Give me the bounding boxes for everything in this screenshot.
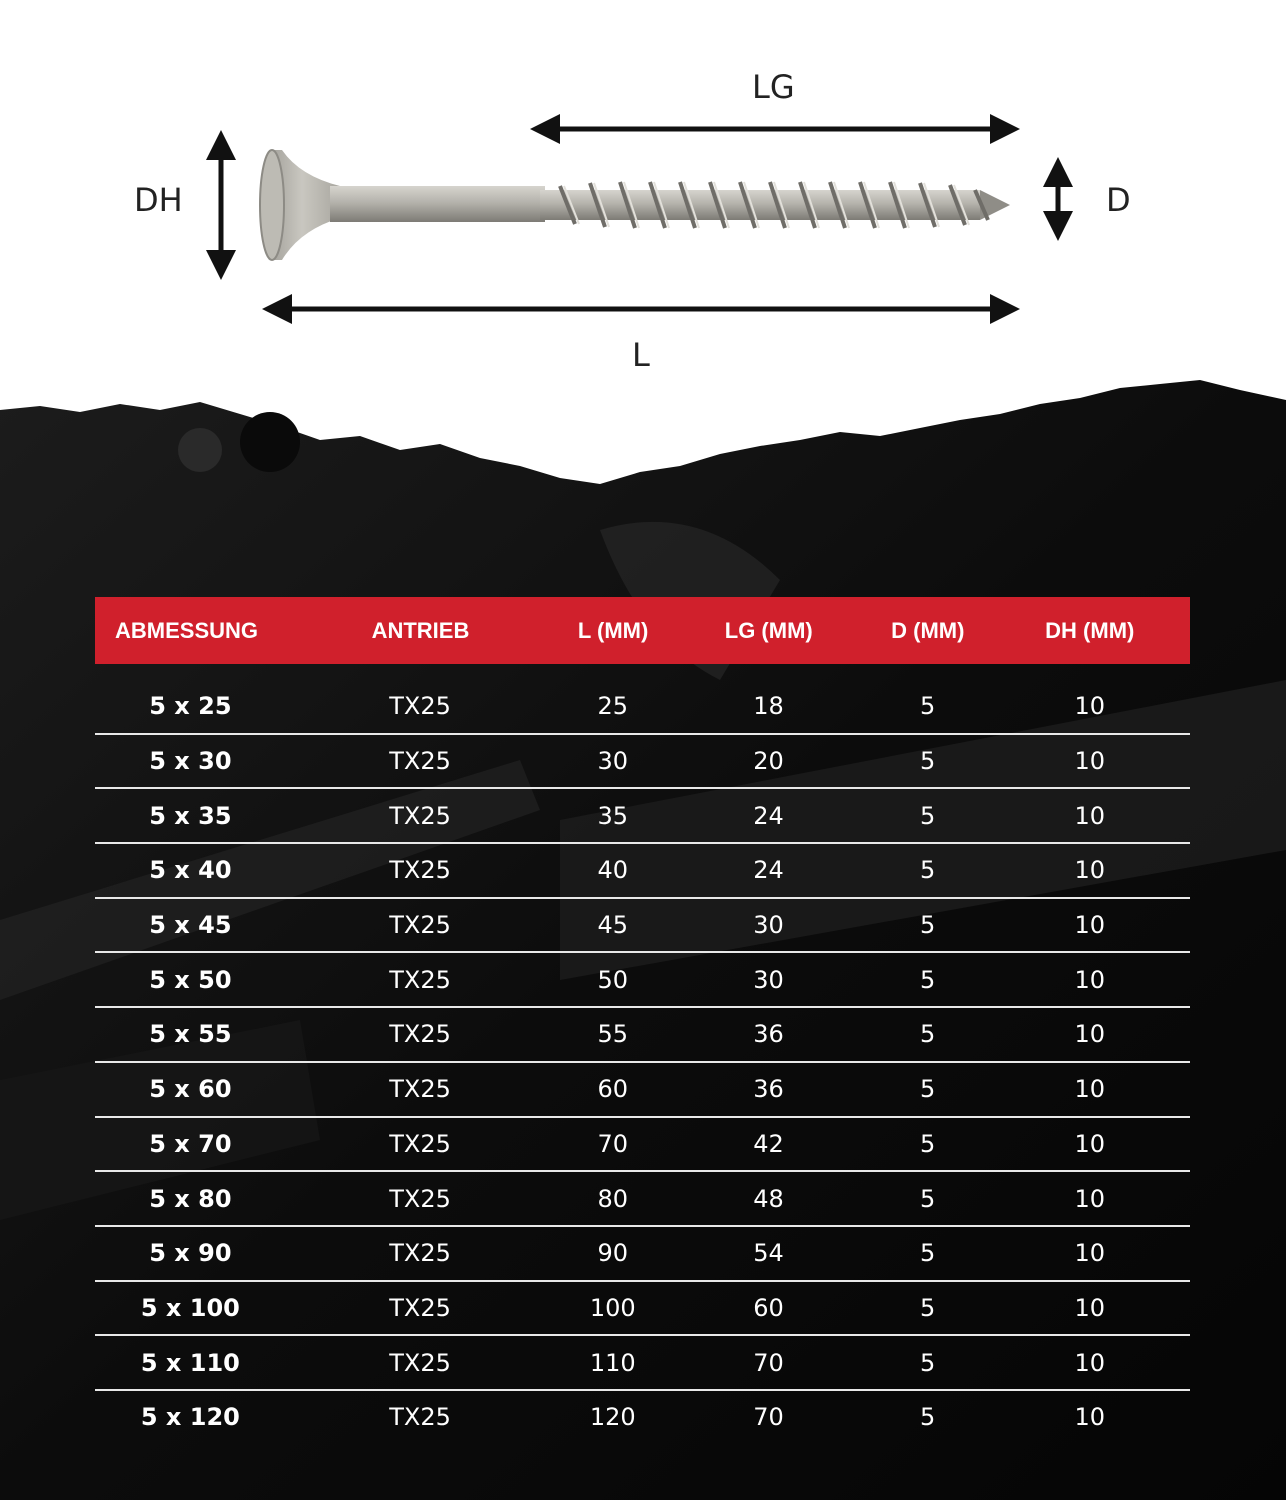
cell-dh: 10 xyxy=(1074,1184,1105,1213)
cell-abmessung: 5 x 40 xyxy=(149,856,232,885)
d-label: D xyxy=(1106,181,1131,219)
cell-l: 25 xyxy=(597,692,629,721)
table-row xyxy=(95,735,1190,790)
cell-lg: 70 xyxy=(753,1348,784,1377)
cell-l: 80 xyxy=(597,1184,629,1213)
cell-lg: 54 xyxy=(753,1239,784,1268)
cell-abmessung: 5 x 90 xyxy=(149,1239,232,1268)
col-header-d: D (MM) xyxy=(891,617,965,643)
col-header-l: L (MM) xyxy=(577,617,649,643)
cell-abmessung: 5 x 35 xyxy=(149,801,232,830)
cell-lg: 24 xyxy=(753,801,784,830)
cell-dh: 10 xyxy=(1074,856,1105,885)
cell-antrieb: TX25 xyxy=(389,1075,451,1104)
table-body xyxy=(95,664,1190,1444)
cell-abmessung: 5 x 100 xyxy=(140,1293,240,1322)
table-row xyxy=(95,789,1190,844)
cell-l: 60 xyxy=(597,1075,629,1104)
cell-lg: 70 xyxy=(753,1403,784,1432)
cell-lg: 30 xyxy=(753,911,784,940)
cell-antrieb: TX25 xyxy=(389,1403,451,1432)
table-row xyxy=(95,844,1190,899)
col-header-dh: DH (MM) xyxy=(1045,617,1135,643)
table-row xyxy=(95,1172,1190,1227)
cell-d: 5 xyxy=(920,1403,936,1432)
cell-d: 5 xyxy=(920,1184,936,1213)
cell-dh: 10 xyxy=(1074,1129,1105,1158)
cell-lg: 42 xyxy=(753,1129,784,1158)
cell-antrieb: TX25 xyxy=(389,1348,451,1377)
table-row xyxy=(95,1063,1190,1118)
cell-dh: 10 xyxy=(1074,1403,1105,1432)
cell-dh: 10 xyxy=(1074,965,1105,994)
cell-antrieb: TX25 xyxy=(389,692,451,721)
cell-dh: 10 xyxy=(1074,911,1105,940)
table-row xyxy=(95,1391,1190,1444)
cell-d: 5 xyxy=(920,911,936,940)
cell-lg: 60 xyxy=(753,1293,784,1322)
lg-label: LG xyxy=(752,68,795,106)
cell-dh: 10 xyxy=(1074,1020,1105,1049)
table-row xyxy=(95,680,1190,735)
cell-l: 70 xyxy=(597,1129,629,1158)
cell-d: 5 xyxy=(920,856,936,885)
cell-lg: 30 xyxy=(753,965,784,994)
cell-d: 5 xyxy=(920,692,936,721)
cell-dh: 10 xyxy=(1074,801,1105,830)
cell-l: 55 xyxy=(597,1020,629,1049)
cell-d: 5 xyxy=(920,1293,936,1322)
cell-antrieb: TX25 xyxy=(389,1129,451,1158)
table-row xyxy=(95,1336,1190,1391)
table-row xyxy=(95,1008,1190,1063)
cell-abmessung: 5 x 55 xyxy=(149,1020,232,1049)
cell-l: 35 xyxy=(597,801,629,830)
cell-antrieb: TX25 xyxy=(389,856,451,885)
screw-icon xyxy=(260,150,1010,260)
table-row xyxy=(95,1227,1190,1282)
col-header-antrieb: ANTRIEB xyxy=(371,617,470,643)
cell-abmessung: 5 x 25 xyxy=(149,692,232,721)
cell-d: 5 xyxy=(920,1075,936,1104)
col-header-lg: LG (MM) xyxy=(724,617,813,643)
cell-lg: 48 xyxy=(753,1184,784,1213)
cell-antrieb: TX25 xyxy=(389,1239,451,1268)
cell-lg: 36 xyxy=(753,1020,784,1049)
cell-d: 5 xyxy=(920,801,936,830)
cell-abmessung: 5 x 60 xyxy=(149,1075,232,1104)
cell-antrieb: TX25 xyxy=(389,1184,451,1213)
cell-dh: 10 xyxy=(1074,1348,1105,1377)
cell-abmessung: 5 x 50 xyxy=(149,965,232,994)
cell-antrieb: TX25 xyxy=(389,911,451,940)
cell-l: 110 xyxy=(589,1348,636,1377)
cell-antrieb: TX25 xyxy=(389,747,451,776)
table-row xyxy=(95,899,1190,954)
cell-d: 5 xyxy=(920,965,936,994)
cell-l: 100 xyxy=(589,1293,636,1322)
l-label: L xyxy=(632,336,650,374)
dh-label: DH xyxy=(134,181,183,219)
cell-l: 90 xyxy=(597,1239,629,1268)
cell-l: 40 xyxy=(597,856,629,885)
cell-dh: 10 xyxy=(1074,1293,1105,1322)
cell-dh: 10 xyxy=(1074,692,1105,721)
cell-abmessung: 5 x 80 xyxy=(149,1184,232,1213)
cell-d: 5 xyxy=(920,1129,936,1158)
cell-d: 5 xyxy=(920,1348,936,1377)
cell-dh: 10 xyxy=(1074,1239,1105,1268)
cell-lg: 36 xyxy=(753,1075,784,1104)
cell-lg: 24 xyxy=(753,856,784,885)
dimension-table xyxy=(95,597,1190,1444)
table-row xyxy=(95,953,1190,1008)
cell-antrieb: TX25 xyxy=(389,801,451,830)
cell-l: 120 xyxy=(589,1403,636,1432)
cell-lg: 18 xyxy=(753,692,784,721)
cell-antrieb: TX25 xyxy=(389,965,451,994)
cell-abmessung: 5 x 45 xyxy=(149,911,232,940)
cell-abmessung: 5 x 120 xyxy=(140,1403,240,1432)
cell-l: 50 xyxy=(597,965,629,994)
cell-abmessung: 5 x 30 xyxy=(149,747,232,776)
cell-d: 5 xyxy=(920,747,936,776)
cell-antrieb: TX25 xyxy=(389,1293,451,1322)
cell-l: 45 xyxy=(597,911,629,940)
cell-abmessung: 5 x 110 xyxy=(140,1348,240,1377)
cell-d: 5 xyxy=(920,1239,936,1268)
cell-antrieb: TX25 xyxy=(389,1020,451,1049)
cell-l: 30 xyxy=(597,747,629,776)
cell-abmessung: 5 x 70 xyxy=(149,1129,232,1158)
cell-d: 5 xyxy=(920,1020,936,1049)
cell-lg: 20 xyxy=(753,747,784,776)
table-row xyxy=(95,1282,1190,1337)
table-row xyxy=(95,1118,1190,1173)
cell-dh: 10 xyxy=(1074,1075,1105,1104)
cell-dh: 10 xyxy=(1074,747,1105,776)
table-header xyxy=(95,597,1190,664)
col-header-abmessung: ABMESSUNG xyxy=(115,617,259,643)
